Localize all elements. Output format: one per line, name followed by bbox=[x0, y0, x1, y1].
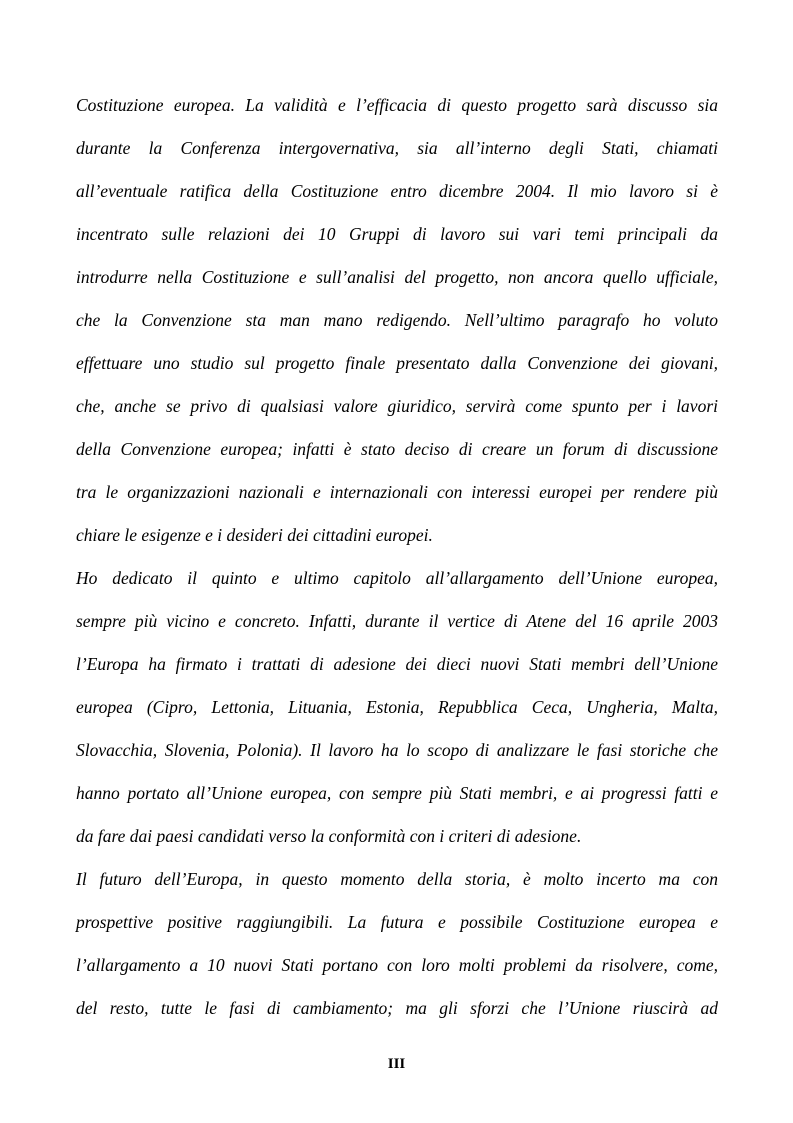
text-line: europea (Cipro, Lettonia, Lituania, Estonia, Repubblica Ceca, Ungheria, Malta, bbox=[76, 697, 718, 717]
text-line: Slovacchia, Slovenia, Polonia). Il lavoro ha lo scopo di analizzare le fasi storiche che bbox=[76, 740, 718, 760]
text-line: Ho dedicato il quinto e ultimo capitolo all’allargamento dell’Unione europea, bbox=[76, 568, 718, 588]
text-line: Costituzione europea. La validità e l’efficacia di questo progetto sarà discusso sia bbox=[76, 95, 718, 115]
text-line: effettuare uno studio sul progetto finale presentato dalla Convenzione dei giovani, bbox=[76, 353, 718, 373]
text-line: che, anche se privo di qualsiasi valore giuridico, servirà come spunto per i lavori bbox=[76, 396, 718, 416]
text-line: tra le organizzazioni nazionali e internazionali con interessi europei per rendere più bbox=[76, 482, 718, 502]
text-line-paragraph-end: chiare le esigenze e i desideri dei cittadini europei. bbox=[76, 525, 433, 545]
text-line: della Convenzione europea; infatti è stato deciso di creare un forum di discussione bbox=[76, 439, 718, 459]
text-line: hanno portato all’Unione europea, con sempre più Stati membri, e ai progressi fatti e bbox=[76, 783, 718, 803]
text-line: che la Convenzione sta man mano redigendo. Nell’ultimo paragrafo ho voluto bbox=[76, 310, 718, 330]
text-line: sempre più vicino e concreto. Infatti, durante il vertice di Atene del 16 aprile 2003 bbox=[76, 611, 718, 631]
text-line-paragraph-end: da fare dai paesi candidati verso la conformità con i criteri di adesione. bbox=[76, 826, 582, 846]
text-line: all’eventuale ratifica della Costituzione entro dicembre 2004. Il mio lavoro si è bbox=[76, 181, 718, 201]
page-number: III bbox=[387, 1056, 406, 1072]
text-line: del resto, tutte le fasi di cambiamento; ma gli sforzi che l’Unione riuscirà ad bbox=[76, 998, 718, 1018]
body-text bbox=[76, 87, 718, 1033]
text-line: prospettive positive raggiungibili. La futura e possibile Costituzione europea e bbox=[76, 912, 718, 932]
text-line: durante la Conferenza intergovernativa, sia all’interno degli Stati, chiamati bbox=[76, 138, 718, 158]
text-line: introdurre nella Costituzione e sull’analisi del progetto, non ancora quello ufficiale, bbox=[76, 267, 718, 287]
text-line: l’allargamento a 10 nuovi Stati portano con loro molti problemi da risolvere, come, bbox=[76, 955, 718, 975]
text-line: incentrato sulle relazioni dei 10 Gruppi di lavoro sui vari temi principali da bbox=[76, 224, 718, 244]
text-line: l’Europa ha firmato i trattati di adesione dei dieci nuovi Stati membri dell’Unione bbox=[76, 654, 718, 674]
text-line: Il futuro dell’Europa, in questo momento della storia, è molto incerto ma con bbox=[76, 869, 718, 889]
